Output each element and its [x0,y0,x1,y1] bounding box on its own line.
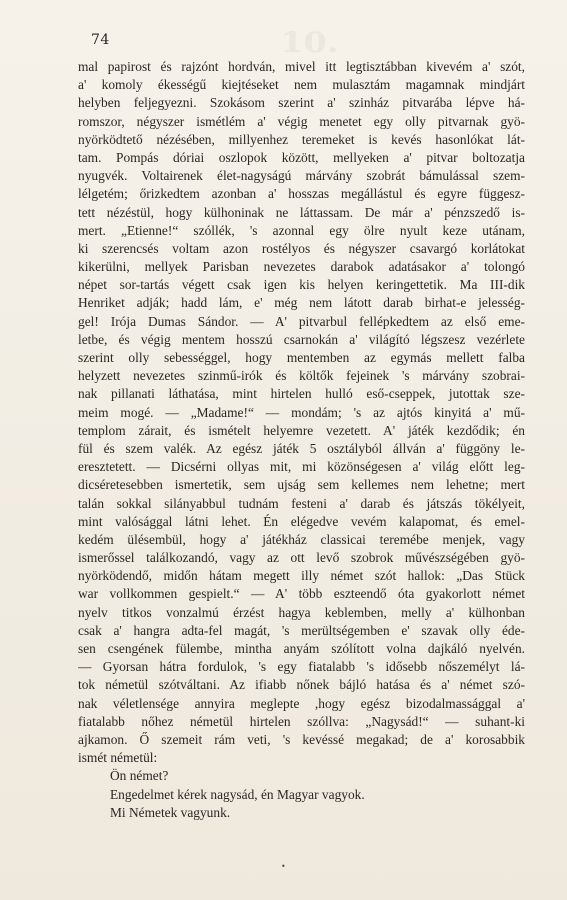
text-line: — Gyorsan hátra fordulok, 's egy fiatalabb 's idősebb nőszemélyt lá- [78,659,525,675]
text-line: mert. „Etienne!“ szóllék, 's azonnal egy ölre nyult keze utánam, [78,222,525,238]
text-line: nyörködendő, midőn hátam megett illy német szót hallok: „Das Stück [78,568,525,584]
text-line: ismerőssel találkozandó, vagy az ott levő szobrok művészségében gyö- [78,550,525,566]
text-line: nak pillanati láthatása, mint hirtelen hulló eső-cseppek, jutottak sze- [78,386,525,402]
text-line: talán sokkal silányabbul tudnám festeni a' darab és játszás tökélyeit, [78,495,525,511]
text-line: fül és szem valék. Az egész játék 5 osztályból állván a' függöny le- [78,440,525,456]
text-line: nyelv titkos vonzalmú érzést hagya keblemben, melly a' külhonban [78,604,525,620]
text-line: Henriket adják; hadd lám, e' még nem látott darab birhat-e jelesség- [78,295,525,311]
text-line: ki szerencsés voltam azon rostélyos és négyszer csavargó korlátokat [78,240,525,256]
dialogue-line: Ön német? [110,768,169,784]
text-line: sen csengének fülembe, mintha anyám szólított volna dajkáló nyelvén. [78,641,525,656]
text-line: nyugvék. Voltairenek élet-nagyságú márvány szobrát bámulással szem- [78,168,525,184]
text-line: tok németül szótváltani. Az ifiabb nőnek bájló hatása és a' német szó- [78,677,525,693]
text-line: lélgetém; őrizkedtem azonban a' hosszas megállástul és egyre függesz- [78,186,525,202]
body-text [78,58,525,822]
bleed-through-page-number: 10. [280,26,339,59]
text-line: népet sor-tartás végett csak igen kis helyen keringettetik. Ma III-dik [78,277,525,293]
text-line: csak a' hangra adta-fel magát, 's merültségemben e' szavak olly éde- [78,622,525,638]
text-line: a' komoly ékességű kiejtéseket nem mulasztám magamnak mindjárt [78,77,525,93]
printer-mark: • [281,862,286,871]
text-line: nak véletlensége annyira meglepte ,hogy egész bizodalmassággal a' [78,695,525,711]
dialogue-line: Engedelmet kérek nagysád, én Magyar vagyok. [110,786,365,802]
text-line: nyörködtető nézésében, millyenhez teremeket is kevés hasonlókat lát- [78,131,525,147]
text-line: tam. Pompás dóriai oszlopok között, mellyeken a' pitvar boltozatja [78,149,525,165]
text-line: romszor, négyszer ismétlém a' végig menetet egy olly pitvarnak gyö- [78,113,525,129]
text-line: mal papirost és rajzónt hordván, mivel itt legtisztábban kivevém a' szót, [78,59,525,74]
text-line: letbe, és végig mentem hosszú csarnokán a' világító légszesz vezérlete [78,331,525,347]
page-number: 74 [91,32,110,48]
text-line: war vollkommen gespielt.“ — A' több eszteendő óta gyakorlott német [78,586,525,602]
text-line: dicséretesebben ismertetik, sem ujság sem kellemes nem lehetne; mert [78,477,525,493]
text-line: kedém ülésembül, hogy a' játékház classicai teremébe menjek, vagy [78,531,525,547]
text-line: gel! Irója Dumas Sándor. — A' pitvarbul fellépkedtem az első eme- [78,313,525,329]
text-line: eresztetett. — Dicsérni ollyas mit, mi közönségesen a' világ előtt leg- [78,459,525,475]
text-line: templom zárait, és ismételt helyemre vezetett. A' játék kezdődik; én [78,422,525,438]
text-line: tett nézéstül, hogy külhoninak ne láttassam. De már a' pénzszedő is- [78,204,525,220]
text-line: helyben feljegyezni. Szokásom szerint a' szinház pitvarába lépve há- [78,95,525,111]
text-line: helyzett nevezetes szinmű-irók és költők fejeinek 's márvány szobrai- [78,368,525,384]
text-line: szerint olly sebességgel, hogy mentemben az egymás mellett falba [78,350,525,365]
text-line: kikerülni, mellyek Parisban nevezetes darabok adatásakor a' tolongó [78,259,525,275]
text-line: mint valósággal látni lehet. Én elégedve vevém kalapomat, és emel- [78,513,525,529]
text-line: ajkamon. Ő szemeit rám veti, 's kevéssé megakad; de a' korosabbik [78,731,525,747]
text-line: meim mogé. — „Madame!“ — mondám; 's az ajtós kinyitá a' mű- [78,404,525,420]
text-line: fiatalabb nőhez németül hirtelen szóllva: „Nagysád!“ — suhant-ki [78,713,525,729]
dialogue-line: Mi Németek vagyunk. [110,804,231,820]
text-line: ismét németül: [78,750,158,766]
